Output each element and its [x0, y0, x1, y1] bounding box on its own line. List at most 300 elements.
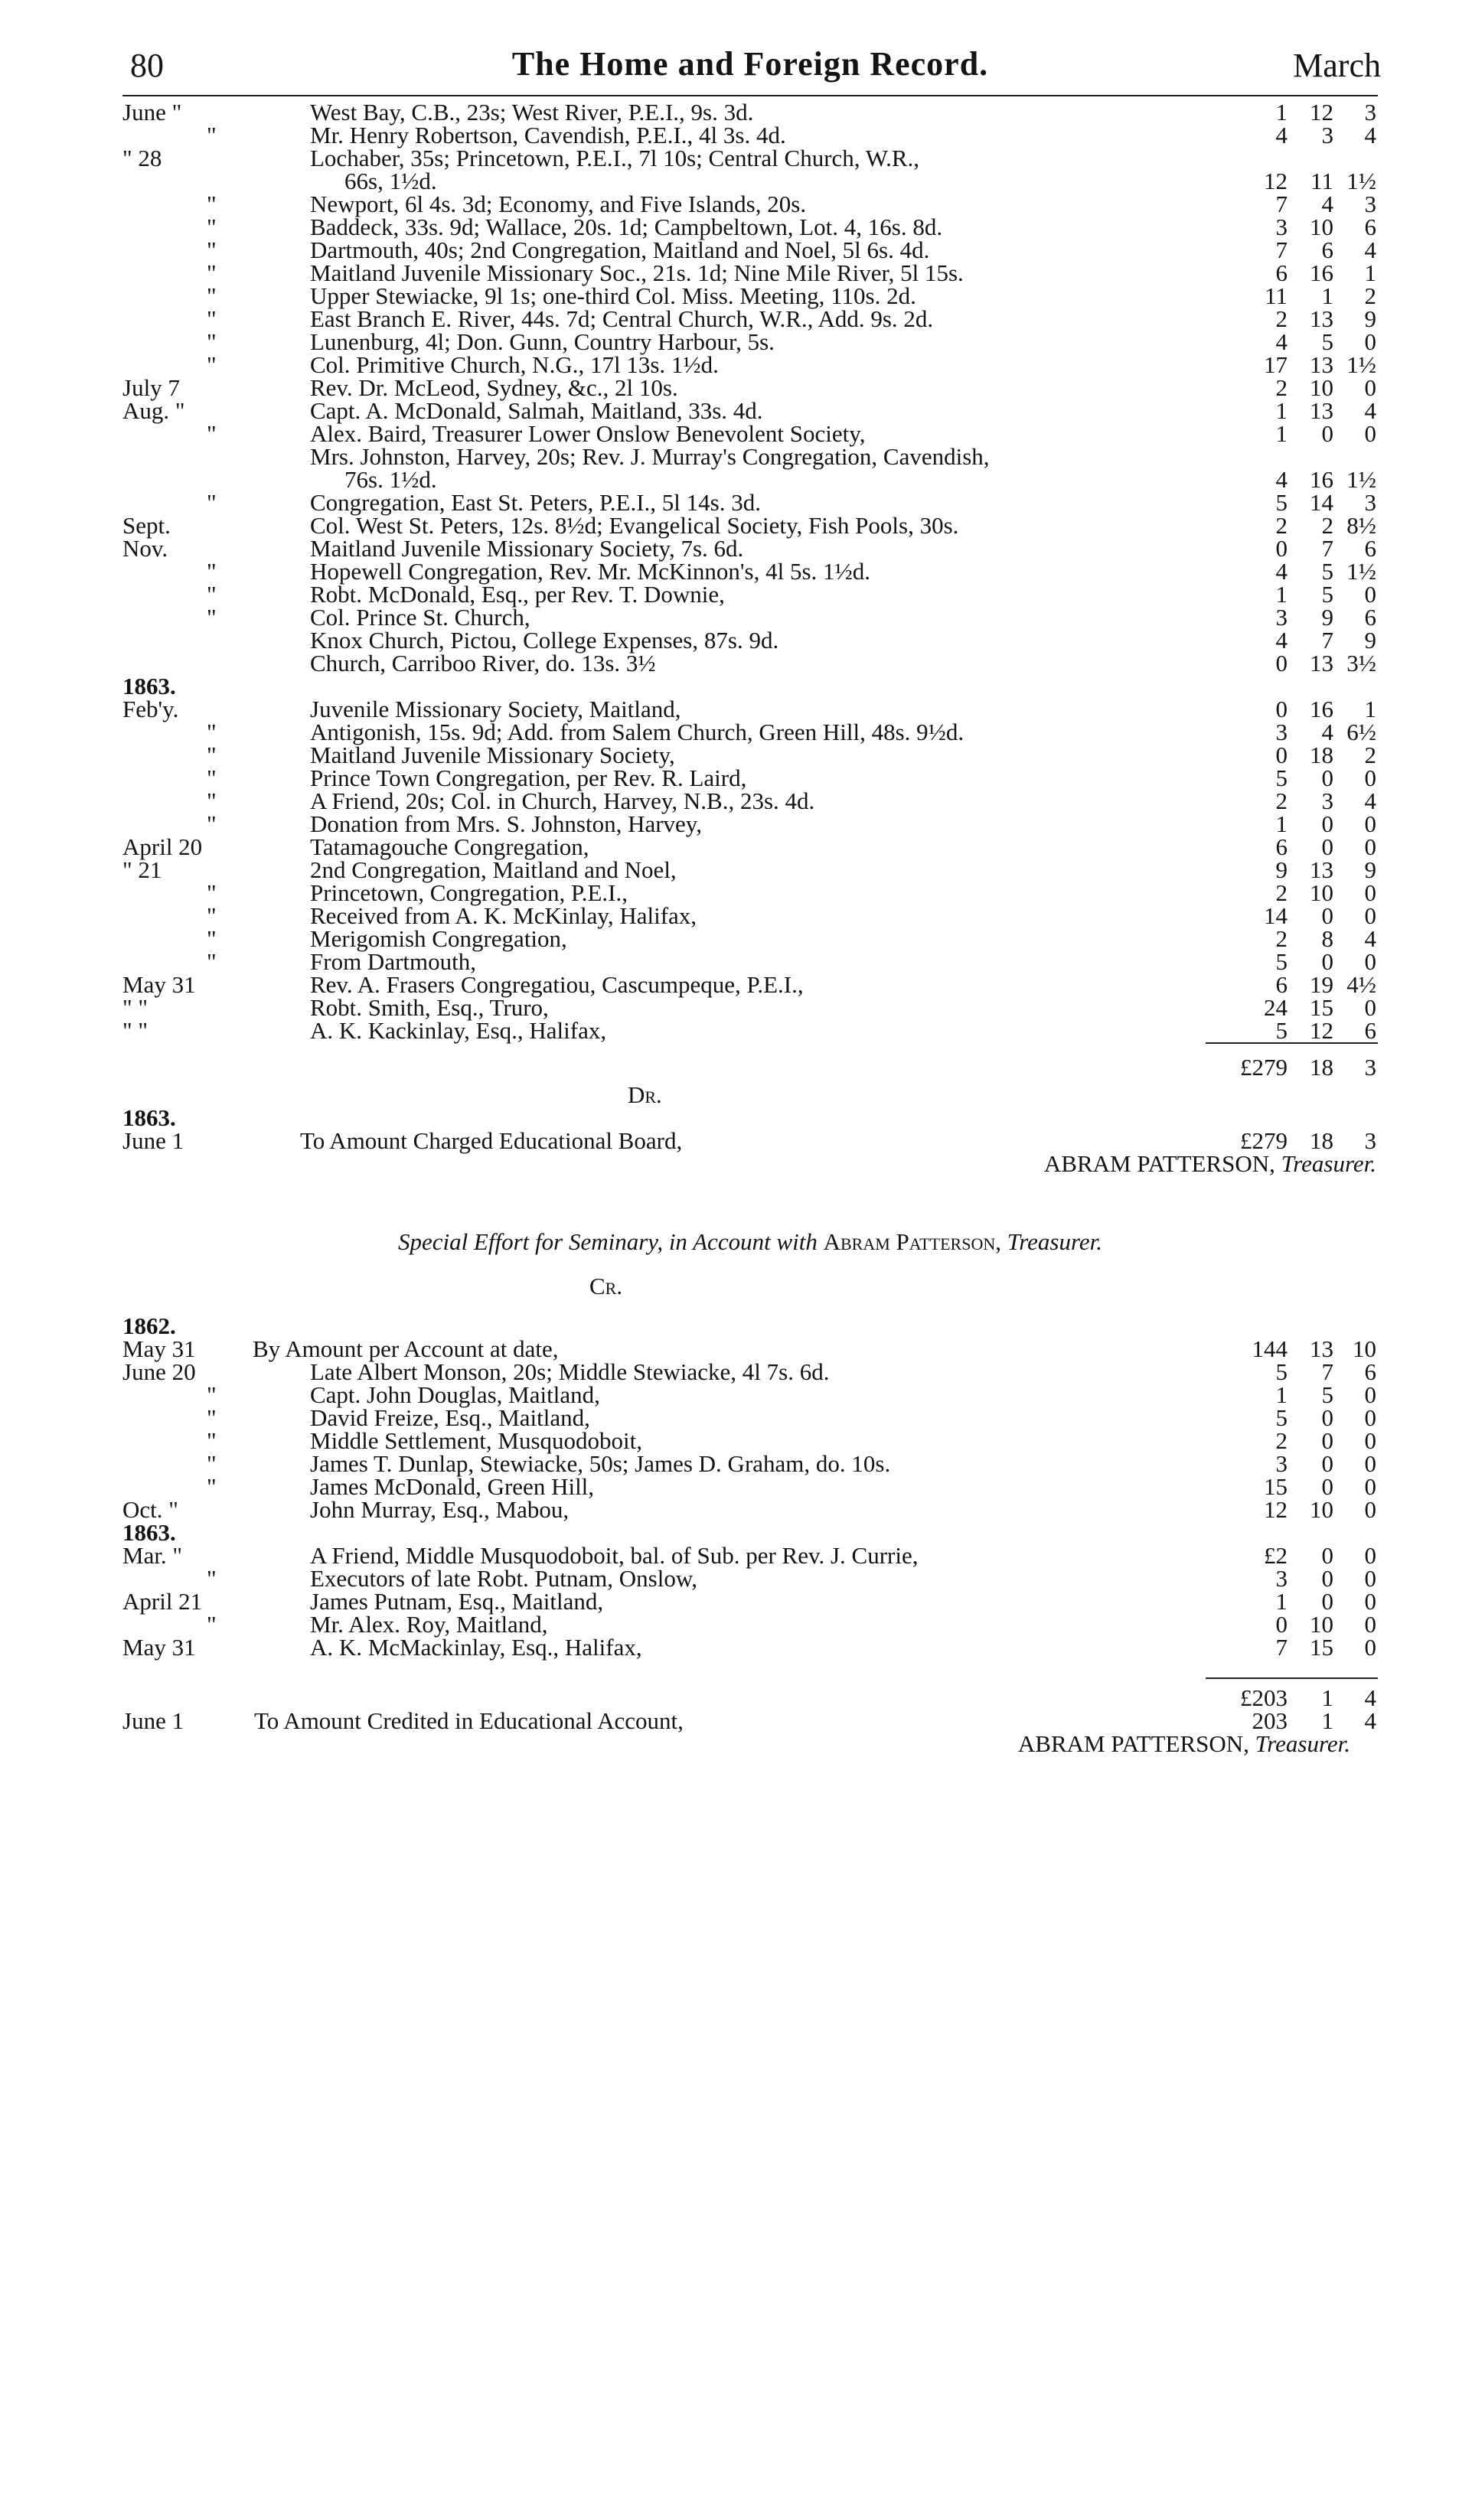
entry-shillings: 18 [1310, 742, 1333, 768]
entry-shillings: 13 [1310, 1335, 1333, 1362]
ledger-row [122, 787, 1378, 814]
charge-pounds: £279 [1240, 1127, 1288, 1154]
entry-shillings: 5 [1321, 1381, 1333, 1408]
entry-pounds: 12 [1264, 168, 1288, 194]
entry-pounds: 1 [1275, 397, 1288, 424]
entry-pence: 0 [1364, 1450, 1376, 1477]
entry-description: Tatamagouche Congregation, [310, 833, 589, 860]
ledger-row [122, 1452, 1378, 1475]
entry-pence: 3 [1364, 489, 1376, 516]
ledger-row [122, 282, 1378, 309]
entry-pounds: 0 [1275, 535, 1288, 562]
entry-date: April 21 [122, 1588, 203, 1615]
ledger-row [122, 606, 1378, 629]
ledger-row [122, 560, 1378, 583]
entry-shillings: 0 [1321, 1565, 1333, 1592]
total-rule [1206, 1042, 1378, 1044]
entry-description: Maitland Juvenile Missionary Society, 7s. 6d. [310, 535, 744, 562]
credit-row [122, 1707, 1378, 1734]
entry-pence: 0 [1364, 764, 1376, 791]
ledger-row [122, 744, 1378, 767]
entry-pounds: 0 [1275, 742, 1288, 768]
entry-date: " 21 [122, 856, 162, 883]
entry-description: Robt. McDonald, Esq., per Rev. T. Downie, [310, 581, 725, 608]
entry-date: Oct. " [122, 1496, 178, 1523]
entry-shillings: 0 [1321, 1588, 1333, 1615]
entry-shillings: 4 [1321, 191, 1333, 217]
entry-pence: 9 [1364, 627, 1376, 654]
ledger-row [122, 1427, 1378, 1454]
entry-pence: 2 [1364, 282, 1376, 309]
entry-date: May 31 [122, 1634, 196, 1661]
entry-pence: 3½ [1346, 650, 1376, 676]
entry-shillings: 2 [1321, 512, 1333, 539]
entry-pounds: 5 [1275, 1404, 1288, 1431]
entry-pence: 1½ [1346, 351, 1376, 378]
charge-shillings: 18 [1310, 1127, 1333, 1154]
entry-pounds: 2 [1275, 512, 1288, 539]
ledger-row [122, 468, 1378, 491]
entry-description: Col. Prince St. Church, [310, 604, 530, 631]
entry-shillings: 12 [1310, 1017, 1333, 1044]
journal-title: The Home and Foreign Record. [511, 45, 989, 83]
entry-date: May 31 [122, 1335, 196, 1362]
credit-pounds: 203 [1252, 1707, 1288, 1734]
entry-pence: 10 [1353, 1335, 1376, 1362]
ledger-row [122, 1567, 1378, 1590]
ledger-row [122, 491, 1378, 514]
entry-pounds: 2 [1275, 1427, 1288, 1454]
entry-pounds: 0 [1275, 696, 1288, 722]
entry-date: " [207, 581, 217, 608]
entry-pounds: 1 [1275, 99, 1288, 126]
special-effort-heading [122, 1228, 1378, 1255]
entry-description: Donation from Mrs. S. Johnston, Harvey, [310, 810, 703, 837]
entry-pounds: 1 [1275, 1588, 1288, 1615]
entry-pounds: 7 [1275, 236, 1288, 263]
entry-date: 1863. [122, 673, 176, 699]
entry-pounds: 6 [1275, 971, 1288, 998]
entry-description: Alex. Baird, Treasurer Lower Onslow Benevolent Society, [310, 420, 866, 447]
entry-pounds: 14 [1264, 902, 1288, 929]
page-header [122, 40, 1381, 96]
entry-pounds: 5 [1275, 948, 1288, 975]
entry-pounds: 3 [1275, 604, 1288, 631]
ledger-row [122, 1498, 1378, 1521]
entry-shillings: 13 [1310, 351, 1333, 378]
entry-pounds: 1 [1275, 581, 1288, 608]
entry-date: May 31 [122, 971, 196, 998]
entry-date: " [207, 1565, 217, 1592]
entry-date: " [207, 604, 217, 631]
ledger-row [122, 374, 1378, 401]
ledger-row [122, 1521, 1378, 1544]
entry-date: " [207, 1473, 217, 1500]
entry-shillings: 16 [1310, 466, 1333, 493]
ledger-row [122, 810, 1378, 837]
entry-date: 1862. [122, 1312, 176, 1339]
entry-date: " " [122, 1017, 149, 1044]
total-pence: 3 [1364, 1054, 1376, 1081]
entry-shillings: 13 [1310, 397, 1333, 424]
entry-pence: 6 [1364, 1358, 1376, 1385]
entry-pounds: 3 [1275, 719, 1288, 745]
entry-description: Lochaber, 35s; Princetown, P.E.I., 7l 10s; Central Church, W.R., [310, 145, 920, 171]
entry-pence: 0 [1364, 374, 1376, 401]
entry-shillings: 13 [1310, 305, 1333, 332]
entry-pounds: 3 [1275, 214, 1288, 240]
entry-description: Prince Town Congregation, per Rev. R. Laird, [310, 764, 747, 791]
entry-description: Antigonish, 15s. 9d; Add. from Salem Church, Green Hill, 48s. 9½d. [310, 719, 964, 745]
ledger-row [122, 902, 1378, 929]
entry-description: John Murray, Esq., Mabou, [310, 1496, 570, 1523]
entry-description: 2nd Congregation, Maitland and Noel, [310, 856, 677, 883]
dr-label: Dr. [628, 1081, 662, 1108]
entry-description: Maitland Juvenile Missionary Soc., 21s. 1d; Nine Mile River, 5l 15s. [310, 259, 964, 286]
entry-shillings: 5 [1321, 581, 1333, 608]
entry-pence: 0 [1364, 810, 1376, 837]
entry-shillings: 0 [1321, 1404, 1333, 1431]
entry-shillings: 0 [1321, 948, 1333, 975]
entry-description: Late Albert Monson, 20s; Middle Stewiacke, 4l 7s. 6d. [310, 1358, 830, 1385]
signature-name: ABRAM PATTERSON, [1017, 1730, 1249, 1757]
entry-date: Nov. [122, 535, 168, 562]
ledger-row [122, 1381, 1378, 1408]
entry-pence: 1½ [1346, 558, 1376, 585]
entry-description: Middle Settlement, Musquodoboit, [310, 1427, 642, 1454]
entry-description: Dartmouth, 40s; 2nd Congregation, Maitland and Noel, 5l 6s. 4d. [310, 236, 930, 263]
page [122, 40, 1381, 1757]
entry-shillings: 0 [1321, 1542, 1333, 1569]
ledger-row [122, 833, 1378, 860]
entry-shillings: 0 [1321, 1450, 1333, 1477]
entry-description: 66s, 1½d. [344, 168, 437, 194]
entry-description: Mr. Henry Robertson, Cavendish, P.E.I., 4l 3s. 4d. [310, 122, 786, 148]
entry-date: Sept. [122, 512, 171, 539]
entry-pence: 0 [1364, 1404, 1376, 1431]
entry-description: A. K. Kackinlay, Esq., Halifax, [310, 1017, 607, 1044]
ledger-row [122, 193, 1378, 216]
entry-date: " [207, 351, 217, 378]
entry-pence: 6 [1364, 1017, 1376, 1044]
entry-pounds: £2 [1264, 1542, 1288, 1569]
entry-shillings: 8 [1321, 925, 1333, 952]
entry-date: " [207, 1404, 217, 1431]
entry-shillings: 0 [1321, 764, 1333, 791]
ledger-row [122, 305, 1378, 332]
seminary-list [122, 1312, 1378, 1661]
entry-pence: 4 [1364, 397, 1376, 424]
entry-description: Church, Carriboo River, do. 13s. 3½ [310, 650, 656, 676]
ledger-row [122, 170, 1378, 193]
ledger-row [122, 1358, 1378, 1385]
entry-description: Upper Stewiacke, 9l 1s; one-third Col. Miss. Meeting, 110s. 2d. [310, 282, 916, 309]
entry-shillings: 3 [1321, 787, 1333, 814]
total2-pounds: £203 [1240, 1684, 1288, 1711]
entry-shillings: 6 [1321, 236, 1333, 263]
entry-pounds: 2 [1275, 879, 1288, 906]
ledger-row [122, 514, 1378, 537]
entry-shillings: 15 [1310, 1634, 1333, 1661]
ledger-row [122, 1019, 1378, 1042]
entry-pounds: 2 [1275, 787, 1288, 814]
entry-pounds: 17 [1264, 351, 1288, 378]
entry-pounds: 4 [1275, 558, 1288, 585]
signature-2 [122, 1730, 1378, 1757]
entry-description: Maitland Juvenile Missionary Society, [310, 742, 675, 768]
entry-description: Congregation, East St. Peters, P.E.I., 5l 14s. 3d. [310, 489, 761, 516]
ledger-row [122, 422, 1378, 445]
entry-shillings: 19 [1310, 971, 1333, 998]
ledger-row [122, 698, 1378, 721]
entry-date: " [207, 1381, 217, 1408]
entry-pounds: 5 [1275, 1358, 1288, 1385]
entry-pounds: 6 [1275, 833, 1288, 860]
entry-pence: 0 [1364, 1588, 1376, 1615]
entry-pounds: 4 [1275, 328, 1288, 355]
entry-pounds: 144 [1252, 1335, 1288, 1362]
entry-shillings: 9 [1321, 604, 1333, 631]
entry-shillings: 10 [1310, 879, 1333, 906]
entry-pounds: 4 [1275, 122, 1288, 148]
ledger-row [122, 1544, 1378, 1567]
entry-pence: 6 [1364, 535, 1376, 562]
entry-pence: 4 [1364, 236, 1376, 263]
entry-date: " [207, 1611, 217, 1638]
entry-pence: 9 [1364, 856, 1376, 883]
entry-shillings: 4 [1321, 719, 1333, 745]
entry-date: " [207, 214, 217, 240]
entry-pounds: 7 [1275, 191, 1288, 217]
credit-pence: 4 [1364, 1707, 1376, 1734]
entry-date: " [207, 879, 217, 906]
entry-description: Robt. Smith, Esq., Truro, [310, 994, 549, 1021]
entry-pounds: 2 [1275, 305, 1288, 332]
entry-pence: 0 [1364, 1611, 1376, 1638]
entry-date: " [207, 558, 217, 585]
credit-date: June 1 [122, 1707, 184, 1734]
ledger-row [122, 675, 1378, 698]
credit-desc: To Amount Credited in Educational Account, [254, 1707, 684, 1734]
entry-pounds: 1 [1275, 420, 1288, 447]
charge-desc: To Amount Charged Educational Board, [300, 1127, 683, 1154]
entry-pence: 1 [1364, 696, 1376, 722]
entry-description: Lunenburg, 4l; Don. Gunn, Country Harbour, 5s. [310, 328, 775, 355]
ledger-row [122, 973, 1378, 996]
page-number: 80 [130, 47, 164, 84]
entry-date: June 20 [122, 1358, 196, 1385]
entry-shillings: 10 [1310, 1496, 1333, 1523]
entry-pence: 3 [1364, 99, 1376, 126]
entry-shillings: 13 [1310, 650, 1333, 676]
ledger-row [122, 328, 1378, 355]
entry-description: David Freize, Esq., Maitland, [310, 1404, 590, 1431]
entry-shillings: 0 [1321, 902, 1333, 929]
signature-1 [122, 1152, 1378, 1175]
entry-date: " [207, 489, 217, 516]
entry-pounds: 4 [1275, 627, 1288, 654]
entry-shillings: 12 [1310, 99, 1333, 126]
entry-shillings: 10 [1310, 1611, 1333, 1638]
entry-pounds: 2 [1275, 374, 1288, 401]
entry-pence: 0 [1364, 994, 1376, 1021]
section1-total [122, 1042, 1378, 1175]
entry-pence: 3 [1364, 191, 1376, 217]
entry-description: East Branch E. River, 44s. 7d; Central Church, W.R., Add. 9s. 2d. [310, 305, 934, 332]
signature-role: Treasurer. [1281, 1150, 1376, 1177]
entry-pence: 0 [1364, 948, 1376, 975]
entry-shillings: 0 [1321, 810, 1333, 837]
entry-shillings: 16 [1310, 696, 1333, 722]
ledger-row [122, 856, 1378, 883]
entry-pounds: 0 [1275, 1611, 1288, 1638]
entry-shillings: 16 [1310, 259, 1333, 286]
entry-date: June " [122, 99, 182, 126]
entry-shillings: 10 [1310, 214, 1333, 240]
ledger-row [122, 1613, 1378, 1636]
entry-pounds: 1 [1275, 810, 1288, 837]
entry-date: " [207, 122, 217, 148]
entry-date: " [207, 305, 217, 332]
entry-description: Baddeck, 33s. 9d; Wallace, 20s. 1d; Campbeltown, Lot. 4, 16s. 8d. [310, 214, 943, 240]
entry-shillings: 5 [1321, 328, 1333, 355]
entry-description: Newport, 6l 4s. 3d; Economy, and Five Islands, 20s. [310, 191, 807, 217]
ledger-row [122, 927, 1378, 950]
ledger-row [122, 445, 1378, 468]
entry-shillings: 7 [1321, 1358, 1333, 1385]
entry-pence: 0 [1364, 328, 1376, 355]
entry-date: " [207, 902, 217, 929]
ledger-row [122, 351, 1378, 378]
section2-total [122, 1659, 1378, 1756]
ledger-row [122, 629, 1378, 652]
entry-shillings: 15 [1310, 994, 1333, 1021]
entry-pence: 0 [1364, 1542, 1376, 1569]
entry-pounds: 9 [1275, 856, 1288, 883]
entry-date: " [207, 191, 217, 217]
total-pounds: £279 [1240, 1054, 1288, 1081]
entry-description: Hopewell Congregation, Rev. Mr. McKinnon's, 4l 5s. 1½d. [310, 558, 871, 585]
entry-date: " [207, 420, 217, 447]
entry-date: Feb'y. [122, 696, 179, 722]
entry-date: " [207, 1450, 217, 1477]
entry-pence: 0 [1364, 1496, 1376, 1523]
entry-date: " [207, 742, 217, 768]
entry-pounds: 5 [1275, 489, 1288, 516]
entry-shillings: 5 [1321, 558, 1333, 585]
ledger-row [122, 652, 1378, 675]
ledger-row [122, 537, 1378, 560]
entry-description: Capt. A. McDonald, Salmah, Maitland, 33s. 4d. [310, 397, 763, 424]
entry-shillings: 0 [1321, 420, 1333, 447]
entry-pence: 4 [1364, 925, 1376, 952]
entry-pence: 0 [1364, 1473, 1376, 1500]
entry-description: James Putnam, Esq., Maitland, [310, 1588, 604, 1615]
ledger-row [122, 1636, 1378, 1659]
entry-pence: 4 [1364, 787, 1376, 814]
heading-role: Treasurer. [1007, 1228, 1103, 1255]
entry-date: " 28 [122, 145, 162, 171]
entry-shillings: 0 [1321, 833, 1333, 860]
ledger-row [122, 216, 1378, 239]
entry-date: " [207, 719, 217, 745]
ledger-row [122, 721, 1378, 744]
entry-description: James McDonald, Green Hill, [310, 1473, 595, 1500]
entry-description: Juvenile Missionary Society, Maitland, [310, 696, 681, 722]
entry-date: " [207, 925, 217, 952]
entry-description: Mrs. Johnston, Harvey, 20s; Rev. J. Murray's Congregation, Cavendish, [310, 443, 990, 470]
entry-shillings: 7 [1321, 627, 1333, 654]
total-shillings: 18 [1310, 1054, 1333, 1081]
entry-pence: 9 [1364, 305, 1376, 332]
entry-date: Aug. " [122, 397, 185, 424]
entry-pence: 0 [1364, 902, 1376, 929]
signature-name: ABRAM PATTERSON, [1043, 1150, 1275, 1177]
entry-pounds: 5 [1275, 1017, 1288, 1044]
entry-shillings: 0 [1321, 1427, 1333, 1454]
entry-pounds: 12 [1264, 1496, 1288, 1523]
entry-date: " [207, 1427, 217, 1454]
entry-shillings: 14 [1310, 489, 1333, 516]
charge-date: June 1 [122, 1127, 184, 1154]
entry-description: Capt. John Douglas, Maitland, [310, 1381, 600, 1408]
entry-pounds: 5 [1275, 764, 1288, 791]
ledger-row [122, 1590, 1378, 1613]
entry-description: James T. Dunlap, Stewiacke, 50s; James D. Graham, do. 10s. [310, 1450, 891, 1477]
receipts-list [122, 101, 1378, 1042]
entry-shillings: 11 [1310, 168, 1333, 194]
entry-pounds: 24 [1264, 994, 1288, 1021]
charge-row [122, 1127, 1378, 1154]
entry-pence: 0 [1364, 879, 1376, 906]
ledger-row [122, 101, 1378, 124]
ledger-row [122, 764, 1378, 791]
ledger-row [122, 124, 1378, 147]
entry-shillings: 0 [1321, 1473, 1333, 1500]
heading-lead: Special Effort for Seminary, in Account with [397, 1228, 818, 1255]
entry-description: Executors of late Robt. Putnam, Onslow, [310, 1565, 697, 1592]
entry-date: " [207, 787, 217, 814]
ledger-row [122, 399, 1378, 422]
entry-date: " [207, 328, 217, 355]
entry-pounds: 0 [1275, 650, 1288, 676]
ledger-row [122, 1475, 1378, 1498]
entry-pence: 6 [1364, 604, 1376, 631]
total2-pence: 4 [1364, 1684, 1376, 1711]
entry-shillings: 13 [1310, 856, 1333, 883]
entry-date: April 20 [122, 833, 203, 860]
entry-pounds: 3 [1275, 1450, 1288, 1477]
month-label: March [1293, 47, 1381, 84]
section2-heading [122, 1228, 1378, 1315]
entry-description: Merigomish Congregation, [310, 925, 567, 952]
total-rule-2 [1206, 1677, 1378, 1679]
entry-pounds: 15 [1264, 1473, 1288, 1500]
entry-pence: 6½ [1346, 719, 1376, 745]
entry-pence: 6 [1364, 214, 1376, 240]
entry-description: Rev. A. Frasers Congregatiou, Cascumpeque, P.E.I., [310, 971, 804, 998]
entry-pence: 0 [1364, 1381, 1376, 1408]
year-label: 1863. [122, 1104, 176, 1131]
entry-description: A Friend, Middle Musquodoboit, bal. of Sub. per Rev. J. Currie, [310, 1542, 919, 1569]
ledger-row [122, 996, 1378, 1019]
entry-pence: 0 [1364, 1565, 1376, 1592]
entry-pence: 0 [1364, 581, 1376, 608]
entry-pence: 8½ [1346, 512, 1376, 539]
entry-description: Princetown, Congregation, P.E.I., [310, 879, 628, 906]
ledger-row [122, 1404, 1378, 1431]
credit-shillings: 1 [1321, 1707, 1333, 1734]
